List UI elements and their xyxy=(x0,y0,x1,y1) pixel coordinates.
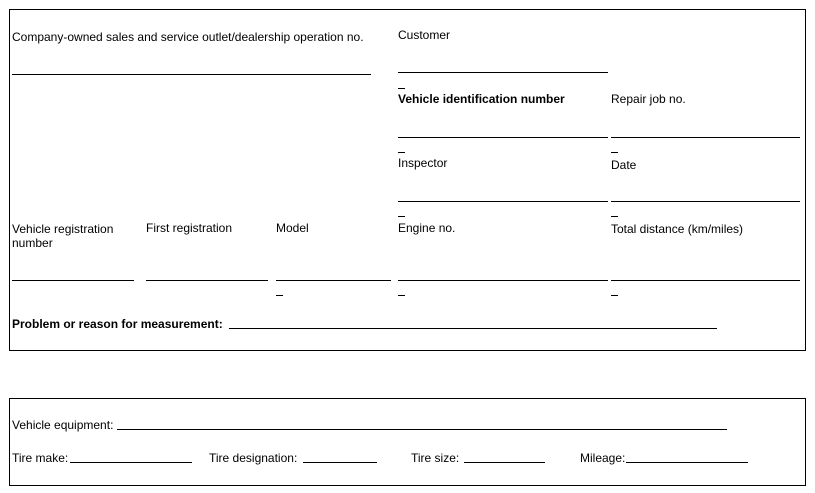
mileage-field[interactable] xyxy=(626,462,748,463)
vehicle-registration-field[interactable] xyxy=(12,280,134,281)
problem-label: Problem or reason for measurement: xyxy=(12,317,223,331)
tire-designation-field[interactable] xyxy=(303,462,377,463)
engine-field[interactable] xyxy=(398,280,608,281)
model-label: Model xyxy=(276,221,309,235)
vin-field-tail xyxy=(398,152,405,153)
vehicle-registration-label: Vehicle registration xyxy=(12,222,114,236)
vin-label: Vehicle identification number xyxy=(398,92,565,106)
model-field[interactable] xyxy=(276,280,391,281)
tire-size-label: Tire size: xyxy=(411,451,460,465)
outlet-label: Company-owned sales and service outlet/dealership operation no. xyxy=(12,30,364,44)
date-field-tail xyxy=(611,216,618,217)
total-distance-label: Total distance (km/miles) xyxy=(611,222,744,236)
vehicle-equipment-field[interactable] xyxy=(117,429,727,430)
model-field-tail xyxy=(276,295,283,296)
outlet-field[interactable] xyxy=(12,74,371,75)
mileage-label: Mileage: xyxy=(580,451,626,465)
problem-field[interactable] xyxy=(229,328,717,329)
tire-make-label: Tire make: xyxy=(12,451,69,465)
first-registration-field[interactable] xyxy=(146,280,268,281)
total-distance-field[interactable] xyxy=(611,280,800,281)
customer-label: Customer xyxy=(398,28,451,42)
first-registration-label: First registration xyxy=(146,221,233,235)
vehicle-equipment-label: Vehicle equipment: xyxy=(12,418,114,432)
repair-job-field-tail xyxy=(611,152,618,153)
repair-job-label: Repair job no. xyxy=(611,92,686,106)
tire-designation-label: Tire designation: xyxy=(209,451,298,465)
inspector-field[interactable] xyxy=(398,201,608,202)
inspector-field-tail xyxy=(398,216,405,217)
engine-label: Engine no. xyxy=(398,221,456,235)
tire-size-field[interactable] xyxy=(464,462,545,463)
total-distance-field-tail xyxy=(611,295,618,296)
vehicle-info-box xyxy=(9,9,806,351)
engine-field-tail xyxy=(398,295,405,296)
tire-make-field[interactable] xyxy=(70,462,192,463)
vehicle-registration-label-line2: number xyxy=(12,236,53,250)
vin-field[interactable] xyxy=(398,137,608,138)
date-label: Date xyxy=(611,158,637,172)
customer-field[interactable] xyxy=(398,72,608,73)
equipment-box xyxy=(9,398,806,486)
repair-job-field[interactable] xyxy=(611,137,800,138)
date-field[interactable] xyxy=(611,201,800,202)
inspector-label: Inspector xyxy=(398,156,448,170)
customer-field-tail xyxy=(398,88,405,89)
